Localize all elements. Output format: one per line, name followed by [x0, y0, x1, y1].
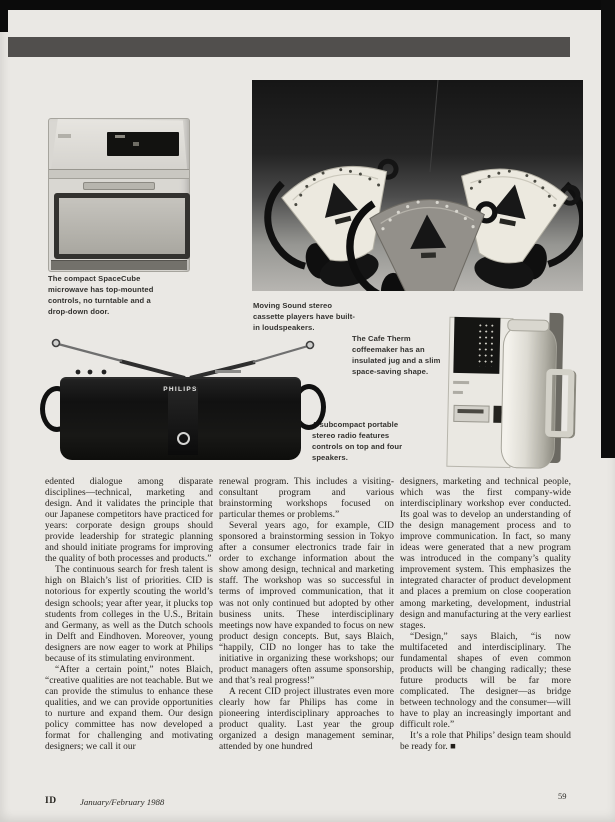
radio-brand-label: PHILIPS — [163, 386, 198, 393]
article-column-1 — [45, 477, 213, 753]
photo-cassette-players — [252, 80, 583, 291]
paragraph: It’s a role that Philips’ design team should be ready for. ■ — [400, 731, 571, 753]
microwave-logo-mark — [58, 134, 71, 138]
article-column-3 — [400, 477, 571, 753]
article-column-2 — [219, 477, 394, 753]
magazine-logo: ID — [45, 796, 57, 806]
microwave-base — [51, 260, 187, 270]
photo-coffeemaker — [446, 309, 569, 469]
article-text — [45, 477, 571, 753]
microwave-door — [54, 193, 190, 259]
radio-top-markings — [215, 370, 241, 373]
paragraph: “Design,” says Blaich, “is now multifaceted and interdisciplinary. The fundamental shapes of even common products will be changing radically; these future products will be far more complicated. The designer—as bridge between technology and the consumer—will have to play an increasingly important and difficult role.” — [400, 631, 571, 731]
paragraph: The continuous search for fresh talent is high on Blaich’s list of priorities. CID is notorious for expertly scouting the world’s design schools; year after year, it plucks top students from colleges in the U.S., Britain and Germany, as well as the Dutch schools in Delft and Eindhoven. Moreover, young designers are now eager to work at Philips because of its stimulating environment. — [45, 565, 213, 664]
paragraph: edented dialogue among disparate disciplines—technical, marketing and design. And it validates the principle that our Japanese competitors have practiced for years: corporate design groups should provide leadership for strategic planning and should initiate programs for improving the quality of both processes and products.” — [45, 477, 213, 565]
paragraph: renewal program. This includes a visiting-consultant program and various brainstorming workshops focused on particular themes or problems.” — [219, 477, 394, 521]
cassette-players-illustration — [252, 80, 583, 291]
caption-microwave: The compact SpaceCube microwave has top-mounted controls, no turntable and a drop-down door. — [48, 274, 154, 316]
radio-top-knob — [102, 370, 107, 375]
coffeemaker-control-panel — [453, 317, 500, 374]
microwave-ledge — [49, 169, 189, 179]
radio-dial-ring — [177, 432, 190, 445]
antenna-tip-right — [307, 342, 314, 349]
coffeemaker-slot — [453, 405, 489, 423]
antenna-tip-left — [53, 340, 60, 347]
microwave-button — [133, 142, 139, 146]
header-gray-rule — [8, 37, 570, 57]
paragraph: A recent CID project illustrates even more clearly how far Philips has come in pioneering interdisciplinary approaches to product quality. Last year the group organized a design management seminar, attended by one hundred — [219, 686, 394, 753]
coffeemaker-jug-handle — [545, 369, 574, 438]
coffeemaker-label — [453, 381, 469, 384]
microwave-handle — [83, 182, 155, 190]
coffeemaker-button-grid — [476, 322, 496, 367]
caption-coffeemaker: The Cafe Therm coffeemaker has an insulated jug and a slim space-saving shape. — [352, 334, 441, 376]
microwave-display — [115, 135, 125, 138]
paragraph: Several years ago, for example, CID sponsored a brainstorming session in Tokyo after a consumer electronics trade fair in order to exchange information about the show among design, technical and marketing staff. The workshop was so successful in terms of improved communication, that it was not only continued but adopted by other business units. These interdisciplinary meetings now have expanded to focus on new product design concepts. But, says Blaich, “happily, CID no longer has to take the initiative in organizing these workshops; our product managers often assume sponsorship, and that’s real progress!” — [219, 521, 394, 686]
page-number: 59 — [558, 791, 567, 801]
issue-date: January/February 1988 — [80, 797, 165, 807]
microwave-control-panel — [107, 132, 179, 156]
caption-cassette: Moving Sound stereo cassette players have built-in loudspeakers. — [253, 301, 355, 332]
paragraph: “After a certain point,” notes Blaich, “creative qualities are not teachable. But we can provide the stimulus to enhance these qualities, and we can provide opportunities to nurture and expand them. Our design policy committee has now developed a format for challenging and motivating designers; we call it our — [45, 664, 213, 753]
coffeemaker-jug-lid — [507, 319, 549, 332]
photo-radio — [60, 377, 301, 460]
caption-radio: A subcompact portable stereo radio features controls on top and four speakers. — [312, 420, 403, 462]
coffeemaker-label — [453, 391, 463, 394]
left-edge-mark — [0, 0, 8, 32]
right-edge-rule — [601, 0, 615, 458]
radio-top-knob — [76, 370, 81, 375]
radio-top-knob — [88, 370, 93, 375]
photo-microwave — [48, 118, 190, 272]
top-edge-rule — [0, 0, 615, 10]
paragraph: designers, marketing and technical people, which was the first company-wide interdisciplinary workshop ever conducted. Its goal was to develop an understanding of the design management process and to improve communication. In fact, so many ideas were generated that a new program was introduced in the company’s quality improvement system. This emphasizes the integrated character of product development and places a premium on close cooperation among marketing, development, industrial design and manufacturing at the very earliest stages. — [400, 477, 571, 631]
coffeemaker-slot-opening — [457, 409, 483, 414]
